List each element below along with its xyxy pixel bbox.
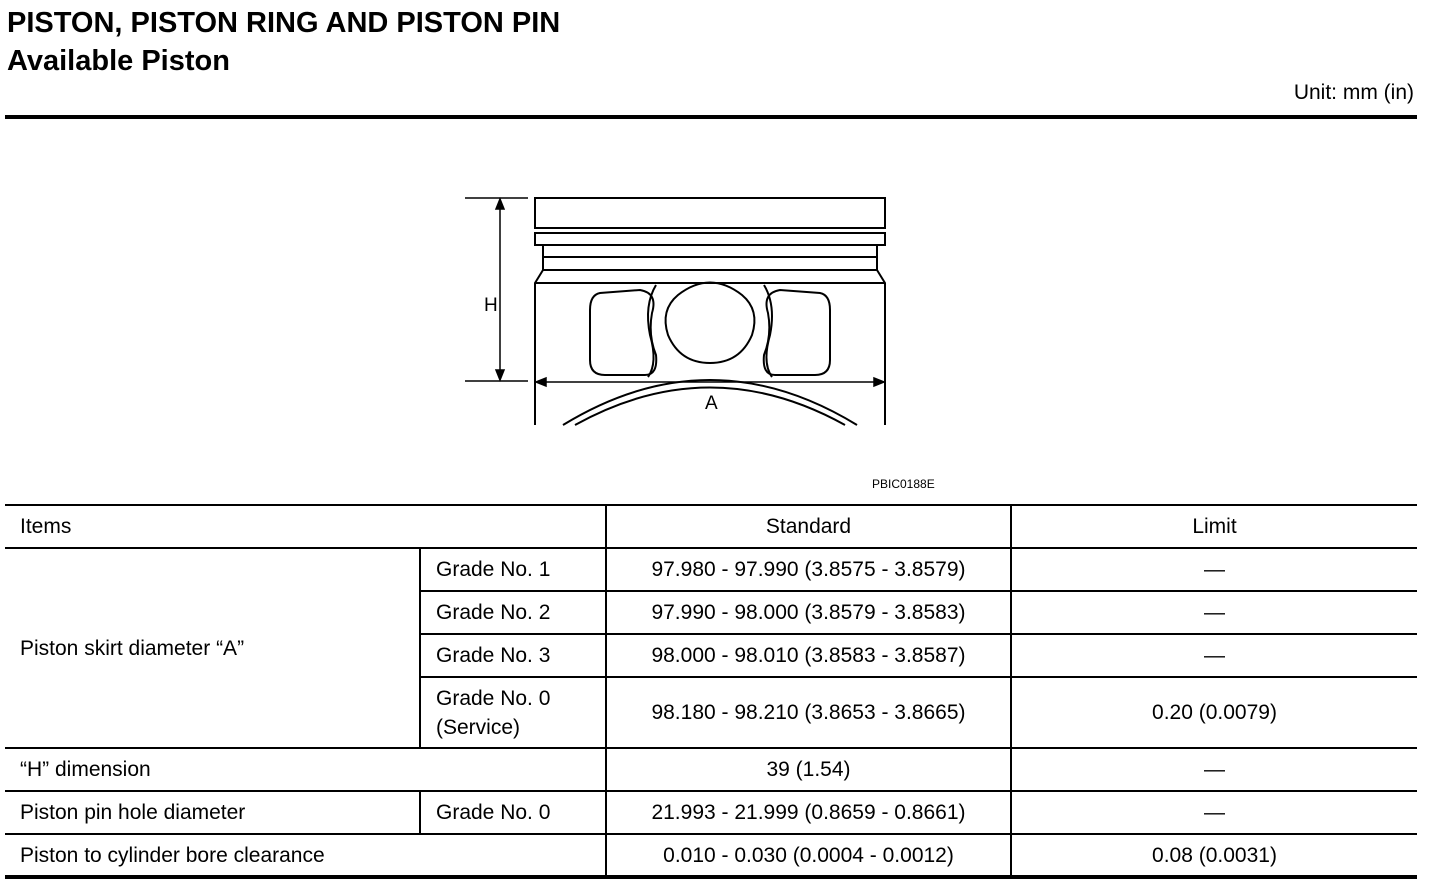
- right-boss: [764, 290, 830, 375]
- pin-bore: [666, 283, 755, 364]
- piston-drawing: [460, 185, 900, 435]
- h-dimension-label: “H” dimension: [5, 748, 606, 791]
- header-standard: Standard: [606, 505, 1011, 548]
- grade-line-2: (Service): [436, 715, 521, 739]
- a-label: A: [705, 393, 718, 414]
- piston-diagram: [460, 185, 900, 435]
- pin-hole-label: Piston pin hole diameter: [5, 791, 420, 834]
- table-row: [5, 834, 1417, 877]
- figure-code: PBIC0188E: [872, 477, 935, 491]
- skirt-item-label: Piston skirt diameter “A”: [5, 548, 420, 748]
- header-rule: [5, 115, 1417, 119]
- header-limit: Limit: [1011, 505, 1417, 548]
- h-label: H: [484, 295, 498, 316]
- clearance-label: Piston to cylinder bore clearance: [5, 834, 606, 877]
- grade-cell: Grade No. 0: [420, 791, 606, 834]
- page-title: PISTON, PISTON RING AND PISTON PIN: [7, 7, 561, 39]
- grade-line-1: Grade No. 0: [436, 686, 551, 710]
- standard-cell: 39 (1.54): [606, 748, 1011, 791]
- grade-cell: Grade No. 1: [420, 548, 606, 591]
- ring-band: [535, 233, 885, 245]
- piston-crown: [535, 198, 885, 228]
- limit-cell: —: [1011, 548, 1417, 591]
- limit-cell: —: [1011, 791, 1417, 834]
- table-header-row: [5, 505, 1417, 548]
- spec-table: [5, 504, 1417, 879]
- standard-cell: 21.993 - 21.999 (0.8659 - 0.8661): [606, 791, 1011, 834]
- standard-cell: 98.180 - 98.210 (3.8653 - 3.8665): [606, 677, 1011, 748]
- limit-cell: —: [1011, 748, 1417, 791]
- left-boss: [590, 290, 656, 375]
- limit-cell: —: [1011, 634, 1417, 677]
- table-row: [5, 748, 1417, 791]
- standard-cell: 97.990 - 98.000 (3.8579 - 3.8583): [606, 591, 1011, 634]
- h-dimension-marker: [465, 198, 528, 381]
- limit-cell: —: [1011, 591, 1417, 634]
- header-items: Items: [5, 505, 606, 548]
- standard-cell: 98.000 - 98.010 (3.8583 - 3.8587): [606, 634, 1011, 677]
- grade-cell: [420, 677, 606, 748]
- section-subtitle: Available Piston: [7, 45, 230, 77]
- grade-cell: Grade No. 3: [420, 634, 606, 677]
- unit-label: Unit: mm (in): [1293, 81, 1414, 104]
- limit-cell: 0.08 (0.0031): [1011, 834, 1417, 877]
- grade-cell: Grade No. 2: [420, 591, 606, 634]
- table-row: [5, 548, 1417, 591]
- standard-cell: 97.980 - 97.990 (3.8575 - 3.8579): [606, 548, 1011, 591]
- table-row: [5, 791, 1417, 834]
- standard-cell: 0.010 - 0.030 (0.0004 - 0.0012): [606, 834, 1011, 877]
- limit-cell: 0.20 (0.0079): [1011, 677, 1417, 748]
